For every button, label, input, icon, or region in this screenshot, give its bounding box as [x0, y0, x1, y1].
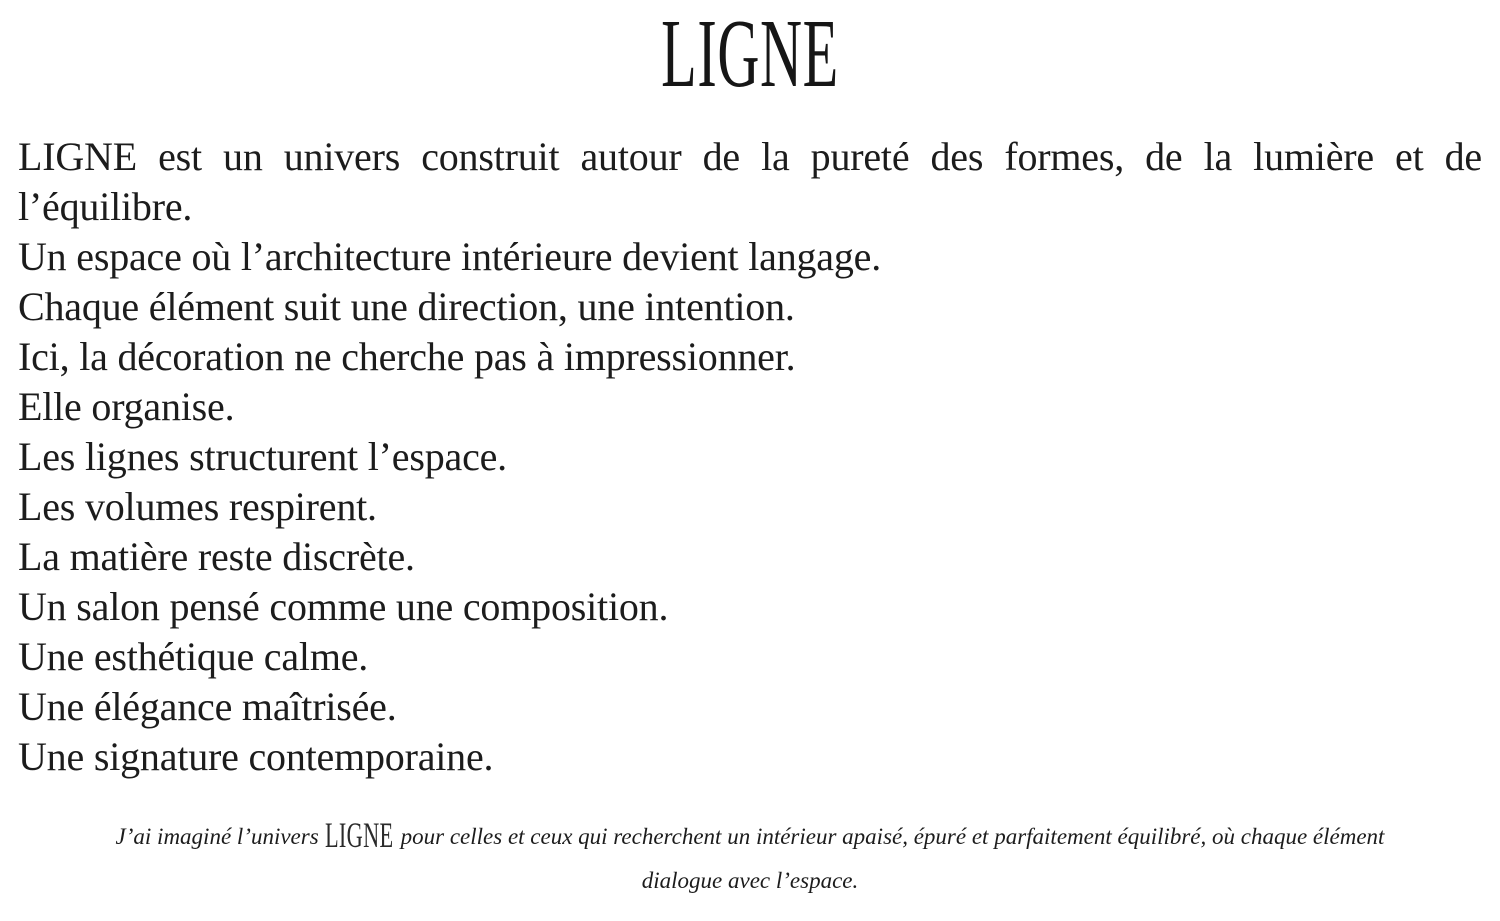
brand-inline: LIGNE [325, 815, 394, 855]
body-line: Elle organise. [18, 384, 235, 429]
signature-footer [0, 812, 1500, 902]
body-line: Ici, la décoration ne cherche pas à impressionner. [18, 334, 796, 379]
signature-suffix: pour celles et ceux qui recherchent un intérieur apaisé, épuré et parfaitement équilibré, où chaque élément [394, 824, 1385, 849]
signature-prefix: J’ai imaginé l’univers [115, 824, 325, 849]
page-header [0, 0, 1500, 110]
body-line: LIGNE est un univers construit autour de la pureté des formes, de la lumière et de [18, 134, 1482, 179]
body-line: Les lignes structurent l’espace. [18, 434, 507, 479]
body-line: Une esthétique calme. [18, 634, 369, 679]
body-line: Les volumes respirent. [18, 484, 377, 529]
body-line: Un salon pensé comme une composition. [18, 584, 669, 629]
body-line: Chaque élément suit une direction, une intention. [18, 284, 795, 329]
manifesto-text [0, 132, 1500, 782]
body-line: La matière reste discrète. [18, 534, 415, 579]
body-line: Une signature contemporaine. [18, 734, 494, 779]
signature-line-2: dialogue avec l’espace. [641, 868, 859, 893]
body-line: Une élégance maîtrisée. [18, 684, 397, 729]
signature-line-1 [0, 812, 1500, 860]
body-line: Un espace où l’architecture intérieure devient langage. [18, 234, 882, 279]
brand-title: LIGNE [661, 0, 839, 107]
body-line: l’équilibre. [18, 184, 193, 229]
